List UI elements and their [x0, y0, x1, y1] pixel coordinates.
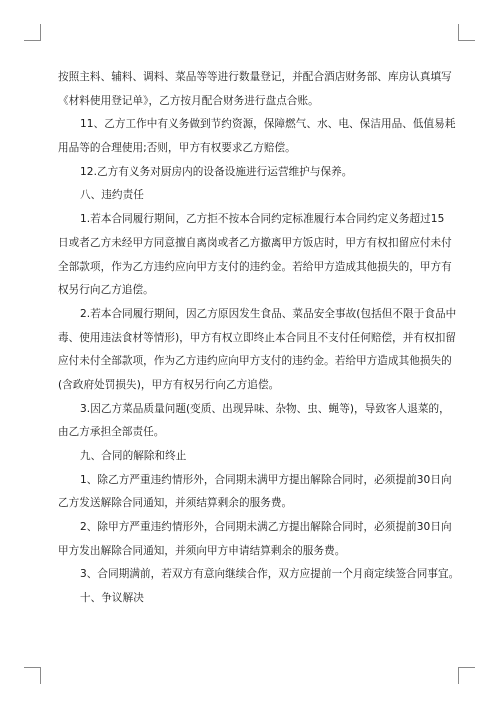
text-line: 应付未付全部款项，作为乙方违约应向甲方支付的违约金。若给甲方造成其他损失的	[58, 355, 452, 368]
text-line: 全部款项，作为乙方违约应向甲方支付的违约金。若给甲方造成其他损失的，甲方有	[58, 260, 452, 273]
text-line: 乙方发送解除合同通知，并须结算剩余的服务费。	[58, 497, 293, 510]
text-line: 权另行向乙方追偿。	[58, 284, 154, 297]
text-line: 八、违约责任	[80, 189, 144, 202]
text-line: 毒、使用违法食材等情形)，甲方有权立即终止本合同且不支付任何赔偿，并有权扣留	[58, 331, 456, 344]
text-line: 《材料使用登记单》，乙方按月配合财务进行盘点合账。	[58, 94, 319, 107]
text-line: 日或者乙方未经甲方同意擅自离岗或者乙方撤离甲方饭店时，甲方有权扣留应付未付	[58, 236, 452, 249]
text-line: 2.若本合同履行期间，因乙方原因发生食品、菜品安全事故(包括但不限于食品中	[80, 307, 457, 320]
text-line: 九、合同的解除和终止	[80, 450, 187, 462]
text-line: 12.乙方有义务对厨房内的设备设施进行运营维护与保养。	[80, 165, 353, 178]
text-line: 1、除乙方严重违约情形外，合同期未满甲方提出解除合同时，必须提前30日向	[80, 473, 452, 486]
text-line: 3、合同期满前，若双方有意向继续合作，双方应提前一个月商定续签合同事宜。	[80, 568, 460, 581]
document-body	[58, 66, 460, 611]
text-line: 十、争议解决	[80, 592, 144, 605]
text-line: 用品等的合理使用;否则，甲方有权要求乙方赔偿。	[58, 142, 296, 155]
text-line: 2、除甲方严重违约情形外，合同期未满乙方提出解除合同时，必须提前30日向	[80, 521, 452, 534]
text-line: 由乙方承担全部责任。	[58, 426, 165, 439]
text-line: 1.若本合同履行期间，乙方拒不按本合同约定标准履行本合同约定义务超过15	[80, 213, 445, 226]
text-line: (含政府处罚损失)，甲方有权另行向乙方追偿。	[58, 378, 280, 391]
text-line: 11、乙方工作中有义务做到节约资源，保障燃气、水、电、保洁用品、低值易耗	[80, 118, 456, 131]
text-line: 按照主料、辅料、调料、菜品等等进行数量登记，并配合酒店财务部、库房认真填写	[58, 71, 452, 83]
text-line: 甲方发出解除合同通知，并须向甲方申请结算剩余的服务费。	[58, 544, 346, 557]
text-line: 3.因乙方菜品质量问题(变质、出现异味、杂物、虫、蝇等)，导致客人退菜的，	[80, 402, 450, 415]
